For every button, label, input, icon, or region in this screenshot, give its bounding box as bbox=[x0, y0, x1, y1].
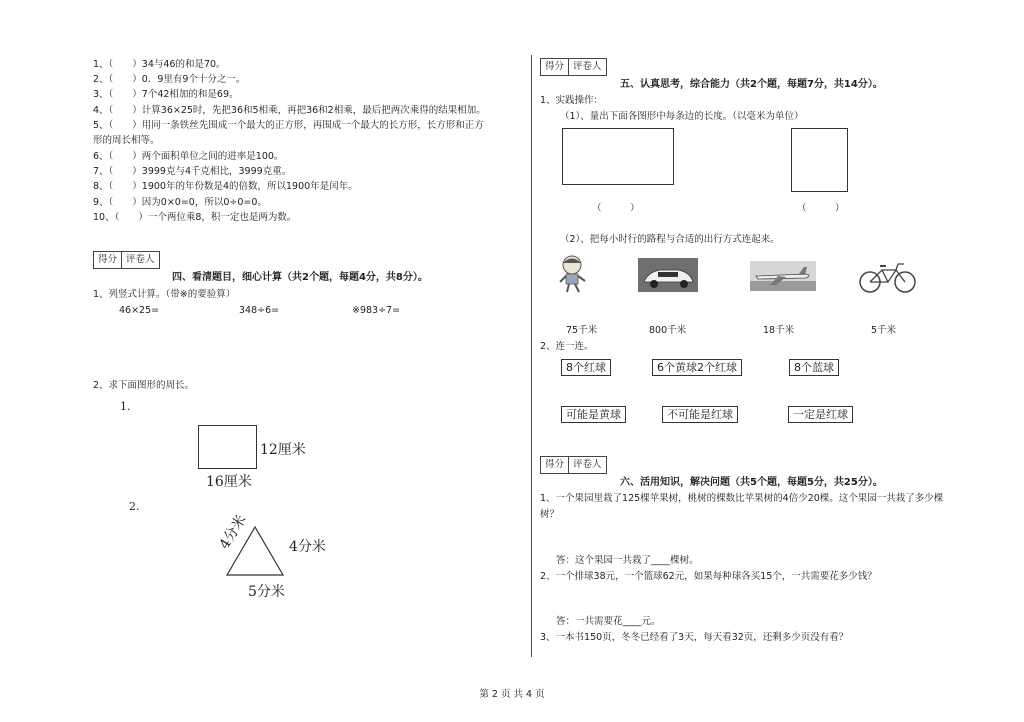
section6-q1-cont: 树？ bbox=[540, 509, 560, 520]
reviewer-label: 评卷人 bbox=[568, 59, 606, 75]
walking-boy-icon bbox=[555, 254, 593, 294]
score-label: 得分 bbox=[545, 61, 565, 72]
speed-label: 800千米 bbox=[649, 325, 687, 336]
section6-q3: 3、一本书150页，冬冬已经看了3天，每天看32页，还剩多少页没有看？ bbox=[540, 632, 849, 643]
triangle-left-label: 4分米 bbox=[216, 512, 250, 553]
score-box bbox=[540, 456, 607, 474]
judge-item: 3、（ ）7个42相加的和是69。 bbox=[93, 89, 239, 100]
outcome-box: 一定是红球 bbox=[788, 406, 853, 423]
section4-q1: 1、列竖式计算。（带※的要验算） bbox=[93, 289, 236, 300]
score-label: 得分 bbox=[545, 459, 565, 470]
reviewer-label: 评卷人 bbox=[568, 457, 606, 473]
measure-rectangle bbox=[562, 128, 674, 185]
answer-line: 答：这个果园一共栽了____棵树。 bbox=[556, 555, 699, 566]
figure2-number: 2. bbox=[129, 500, 140, 513]
car-icon bbox=[638, 258, 698, 292]
judge-item-cont: 形的周长相等。 bbox=[93, 135, 160, 146]
section5-sub2: （2）、把每小时行的路程与合适的出行方式连起来。 bbox=[560, 234, 780, 245]
section5-q2: 2、连一连。 bbox=[540, 341, 594, 352]
figure1-number: 1. bbox=[120, 400, 131, 413]
rect-side-label: 12厘米 bbox=[260, 442, 306, 458]
outcome-box: 不可能是红球 bbox=[662, 406, 738, 423]
speed-label: 18千米 bbox=[763, 325, 795, 336]
section6-title: 六、活用知识，解决问题（共5个题，每题5分，共25分）。 bbox=[620, 477, 883, 488]
section5-sub1: （1）、量出下面各图形中每条边的长度。（以毫米为单位） bbox=[560, 111, 804, 122]
section6-q1: 1、一个果园里栽了125棵苹果树，桃树的棵数比苹果树的4倍少20棵。这个果园一共栽了多少棵 bbox=[540, 493, 944, 504]
reviewer-label: 评卷人 bbox=[121, 252, 159, 268]
triangle-bottom-label: 5分米 bbox=[248, 584, 285, 600]
ball-group-box: 6个黄球2个红球 bbox=[652, 359, 742, 376]
answer-line: 答：一共需要花____元。 bbox=[556, 616, 661, 627]
outcome-box: 可能是黄球 bbox=[561, 406, 626, 423]
judge-item: 6、（ ）两个面积单位之间的进率是100。 bbox=[93, 151, 284, 162]
calc-item: ※983÷7= bbox=[352, 305, 401, 316]
ball-group-box: 8个红球 bbox=[561, 359, 611, 376]
column-divider bbox=[531, 55, 532, 657]
airplane-icon bbox=[750, 261, 816, 291]
section5-q1: 1、实践操作： bbox=[540, 95, 604, 106]
rectangle-figure bbox=[198, 425, 257, 469]
judge-item: 10、（ ）一个两位乘8，积一定也是两为数。 bbox=[93, 212, 297, 223]
page-footer: 第 2 页 共 4 页 bbox=[479, 689, 545, 700]
answer-paren: （ ） bbox=[797, 203, 845, 214]
rect-bottom-label: 16厘米 bbox=[206, 474, 252, 490]
speed-label: 5千米 bbox=[871, 325, 897, 336]
measure-square bbox=[791, 128, 848, 192]
speed-label: 75千米 bbox=[566, 325, 598, 336]
score-box bbox=[540, 58, 607, 76]
section4-q2: 2、求下面图形的周长。 bbox=[93, 380, 195, 391]
bicycle-icon bbox=[858, 260, 918, 294]
section4-title: 四、看清题目，细心计算（共2个题，每题4分，共8分）。 bbox=[172, 272, 428, 283]
answer-paren: （ ） bbox=[592, 203, 640, 214]
calc-item: 46×25= bbox=[119, 305, 160, 316]
judge-item: 4、（ ）计算36×25时，先把36和5相乘，再把36和2相乘，最后把两次乘得的结果相加。 bbox=[93, 105, 486, 116]
judge-item: 7、（ ）3999克与4千克相比，3999克重。 bbox=[93, 166, 292, 177]
triangle-right-label: 4分米 bbox=[289, 539, 326, 555]
calc-item: 348÷6= bbox=[239, 305, 280, 316]
ball-group-box: 8个蓝球 bbox=[789, 359, 839, 376]
judge-item: 5、（ ）用同一条铁丝先围成一个最大的正方形，再围成一个最大的长方形，长方形和正方 bbox=[93, 120, 484, 131]
judge-item: 1、（ ）34与46的和是70。 bbox=[93, 59, 226, 70]
judge-item: 8、（ ）1900年的年份数是4的倍数，所以1900年是闰年。 bbox=[93, 181, 358, 192]
judge-item: 9、（ ）因为0×0=0，所以0÷0=0。 bbox=[93, 197, 267, 208]
score-label: 得分 bbox=[98, 254, 118, 265]
score-box bbox=[93, 251, 160, 269]
section5-title: 五、认真思考，综合能力（共2个题，每题7分，共14分）。 bbox=[620, 79, 883, 90]
judge-item: 2、（ ）0．9里有9个十分之一。 bbox=[93, 74, 246, 85]
section6-q2: 2、一个排球38元，一个篮球62元，如果每种球各买15个，一共需要花多少钱？ bbox=[540, 571, 877, 582]
